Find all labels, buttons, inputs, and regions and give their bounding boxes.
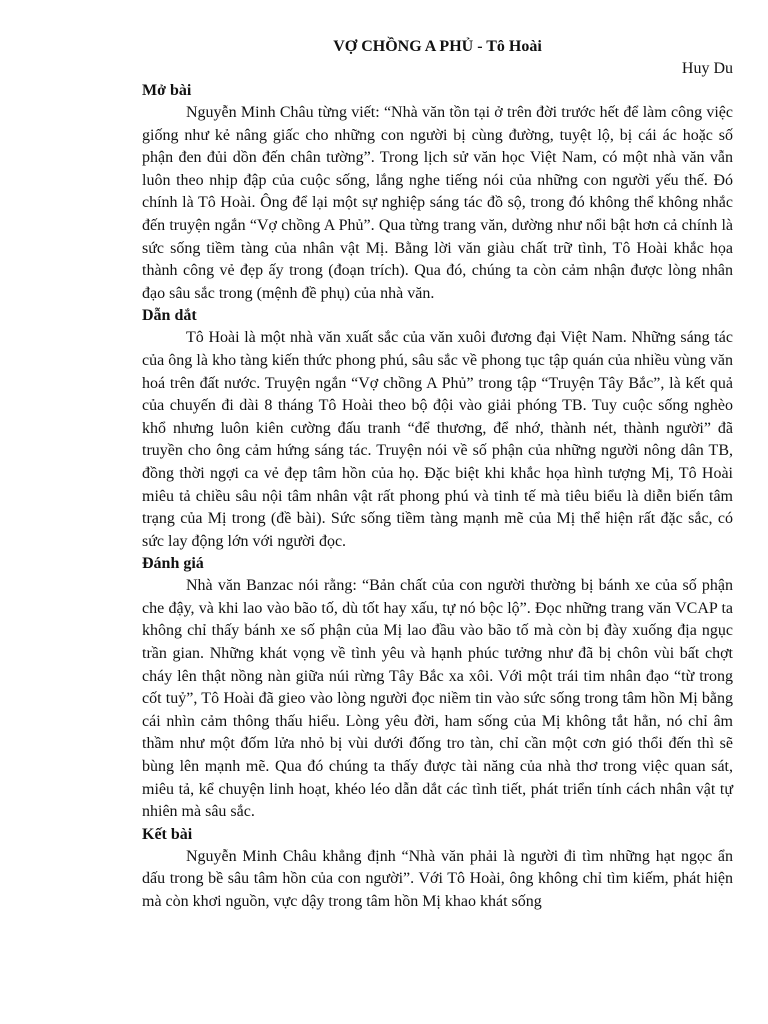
section-mo-bai — [142, 80, 733, 305]
section-paragraph: Nguyễn Minh Châu từng viết: “Nhà văn tồn tại ở trên đời trước hết để làm công việc giống như kẻ nâng giấc cho những con người bị cùng đường, tuyệt lộ, bị cái ác hoặc số phận đen đủi dồn đến chân tường”. Trong lịch sử văn học Việt Nam, có một nhà văn vẫn luôn theo nhịp đập của cuộc sống, lắng nghe tiếng nói của những con người yếu thế. Đó chính là Tô Hoài. Ông để lại một sự nghiệp sáng tác đồ sộ, trong đó không thể không nhắc đến truyện ngắn “Vợ chồng A Phủ”. Qua từng trang văn, dường như nổi bật hơn cả chính là sức sống tiềm tàng của nhân vật Mị. Bằng lời văn giàu chất trữ tình, Tô Hoài khắc họa thành công vẻ đẹp ấy trong (đoạn trích). Qua đó, chúng ta còn cảm nhận được lòng nhân đạo sâu sắc trong (mệnh đề phụ) của nhà văn. — [142, 104, 733, 302]
section-paragraph: Tô Hoài là một nhà văn xuất sắc của văn xuôi đương đại Việt Nam. Những sáng tác của ông là kho tàng kiến thức phong phú, sâu sắc về phong tục tập quán của nhiều vùng văn hoá trên đất nước. Truyện ngắn “Vợ chồng A Phủ” trong tập “Truyện Tây Bắc”, là kết quả của chuyến đi dài 8 tháng Tô Hoài theo bộ đội vào giải phóng TB. Tuy cuộc sống nghèo khổ nhưng luôn kiên cường đấu tranh “để thương, để nhớ, thành nét, thành người” đã truyền cho ông cảm hứng sáng tác. Truyện nói về số phận của những người nông dân TB, đồng thời ngợi ca vẻ đẹp tâm hồn của họ. Đặc biệt khi khắc họa hình tượng Mị, Tô Hoài miêu tả chiều sâu nội tâm nhân vật rất phong phú và tinh tế mà tiêu biểu là diễn biến tâm trạng của Mị trong (đề bài). Sức sống tiềm tàng mạnh mẽ của Mị thể hiện rất đặc sắc, có sức lay động lớn với người đọc. — [142, 329, 733, 550]
section-heading: Mở bài — [142, 82, 192, 99]
section-ket-bai — [142, 824, 733, 914]
section-heading: Kết bài — [142, 825, 193, 843]
section-paragraph: Nhà văn Banzac nói rằng: “Bản chất của con người thường bị bánh xe của số phận che đậy, và khi lao vào bão tố, dù tốt hay xấu, tự nó bộc lộ”. Đọc những trang văn VCAP ta không chỉ thấy bánh xe số phận của Mị lao đầu vào bão tố mà còn bị đày xuống địa ngục trần gian. Những khát vọng về tình yêu và hạnh phúc tưởng như đã bị chôn vùi bất chợt cháy lên thật nồng nàn giữa núi rừng Tây Bắc xa xôi. Với một trái tim nhân đạo “từ trong cốt tuỷ”, Tô Hoài đã gieo vào lòng người đọc niềm tin vào sức sống trong tâm hồn Mị bằng cái nhìn cảm thông thấu hiểu. Lòng yêu đời, ham sống của Mị không tắt hẳn, nó chỉ âm thầm như một đốm lửa nhỏ bị vùi dưới đống tro tàn, chỉ cần một cơn gió thổi đến thì sẽ bùng lên mạnh mẽ. Qua đó chúng ta thấy được tài năng của nhà thơ trong việc quan sát, miêu tả, kể chuyện linh hoạt, khéo léo dẫn dắt các tình tiết, phát triển tính cách nhân vật tự nhiên mà sâu sắc. — [142, 577, 733, 821]
document-author: Huy Du — [681, 60, 733, 77]
section-dan-dat — [142, 305, 733, 553]
section-heading: Đánh giá — [142, 555, 204, 573]
section-paragraph: Nguyễn Minh Châu khẳng định “Nhà văn phải là người đi tìm những hạt ngọc ẩn dấu trong bề sâu tâm hồn của con người”. Với Tô Hoài, ông không chỉ tìm kiếm, phát hiện mà còn khơi nguồn, vực dậy trong tâm hồn Mị khao khát sống — [142, 847, 733, 910]
document-title: VỢ CHỒNG A PHỦ - Tô Hoài — [333, 38, 542, 55]
document-page — [142, 36, 733, 914]
section-danh-gia — [142, 553, 733, 824]
section-heading: Dẫn dắt — [142, 307, 197, 325]
